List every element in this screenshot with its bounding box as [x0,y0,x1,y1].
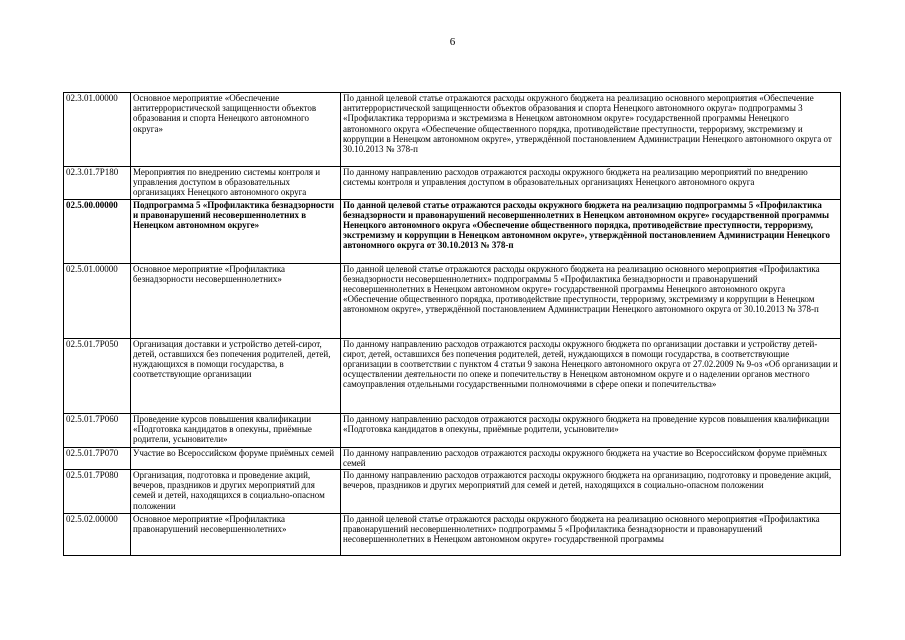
target-code-cell: 02.5.01.7Р080 [64,470,131,514]
target-description-cell: По данному направлению расходов отражаются расходы окружного бюджета на организацию, подготовку и проведение акций, вечеров, праздников и других мероприятий для семей и детей, находящихся в социально-опасном положении [341,470,841,514]
budget-classification-table [63,92,841,556]
target-description-cell: По данному направлению расходов отражаются расходы окружного бюджета на реализацию мероприятий по внедрению системы контроля и управления доступом в образовательных организациях Ненецкого автономного округа [341,167,841,200]
target-description-cell: По данной целевой статье отражаются расходы окружного бюджета на реализацию подпрограммы 5 «Профилактика безнадзорности и правонарушений несовершеннолетних в Ненецком автономном округе» государственной программы Ненецкого автономного округа «Обеспечение общественного порядка, противодействие преступности, терроризму, экстремизму и коррупции в Ненецком автономном округе», утверждённой постановлением Администрации Ненецкого автономного округа от 30.10.2013 № 378-п [341,199,841,263]
target-name-cell: Подпрограмма 5 «Профилактика безнадзорности и правонарушений несовершеннолетних в Ненецком автономном округе» [131,199,341,263]
target-description-cell: По данной целевой статье отражаются расходы окружного бюджета на реализацию основного мероприятия «Профилактика безнадзорности несовершеннолетних» подпрограммы 5 «Профилактика безнадзорности и правонарушений несовершеннолетних в Ненецком автономном округе» государственной программы Ненецкого автономного округа «Обеспечение общественного порядка, противодействие преступности, терроризму, экстремизму и коррупции в Ненецком автономном округе», утверждённой постановлением Администрации Ненецкого автономного округа от 30.10.2013 № 378-п [341,263,841,338]
target-description-cell: По данной целевой статье отражаются расходы окружного бюджета на реализацию основного мероприятия «Профилактика правонарушений несовершеннолетних» подпрограммы 5 «Профилактика безнадзорности и правонарушений несовершеннолетних в Ненецком автономном округе» государственной программы [341,514,841,556]
target-description-cell: По данному направлению расходов отражаются расходы окружного бюджета по организации доставки и устройству детей-сирот, детей, оставшихся без попечения родителей, детей, нуждающихся в помощи государства, в соответствующие организации в соответствии с пунктом 4 статьи 9 закона Ненецкого автономного округа от 27.02.2009 № 9-оз «Об организации и осуществлении деятельности по опеке и попечительству в Ненецком автономном округе и о наделении органов местного самоуправления отдельными государственными полномочиями в сфере опеки и попечительства» [341,338,841,413]
target-name-cell: Основное мероприятие «Профилактика безнадзорности несовершеннолетних» [131,263,341,338]
table-row [64,413,841,447]
table-row [64,167,841,200]
target-code-cell: 02.5.01.7Р070 [64,447,131,469]
table-row [64,514,841,556]
table-row [64,263,841,338]
target-name-cell: Мероприятия по внедрению системы контроля и управления доступом в образовательных организациях Ненецкого автономного округа [131,167,341,200]
target-code-cell: 02.5.01.7Р050 [64,338,131,413]
target-code-cell: 02.5.02.00000 [64,514,131,556]
target-name-cell: Основное мероприятие «Обеспечение антитеррористической защищенности объектов образования и спорта Ненецкого автономного округа» [131,93,341,167]
target-code-cell: 02.5.01.7Р060 [64,413,131,447]
target-code-cell: 02.3.01.7Р180 [64,167,131,200]
target-code-cell: 02.3.01.00000 [64,93,131,167]
target-name-cell: Участие во Всероссийском форуме приёмных семей [131,447,341,469]
target-description-cell: По данной целевой статье отражаются расходы окружного бюджета на реализацию основного мероприятия «Обеспечение антитеррористической защищенности объектов образования и спорта Ненецкого автономного округа» подпрограммы 3 «Профилактика терроризма и экстремизма в Ненецком автономном округе» государственной программы Ненецкого автономного округа «Обеспечение общественного порядка, противодействие преступности, терроризму, экстремизму и коррупции в Ненецком автономном округе», утверждённой постановлением Администрации Ненецкого автономного округа от 30.10.2013 № 378-п [341,93,841,167]
target-name-cell: Организация доставки и устройство детей-сирот, детей, оставшихся без попечения родителей, детей, нуждающихся в помощи государства, в соответствующие организации [131,338,341,413]
target-name-cell: Проведение курсов повышения квалификации «Подготовка кандидатов в опекуны, приёмные родители, усыновители» [131,413,341,447]
target-code-cell: 02.5.00.00000 [64,199,131,263]
page-number: 6 [449,36,456,48]
target-description-cell: По данному направлению расходов отражаются расходы окружного бюджета на проведение курсов повышения квалификации «Подготовка кандидатов в опекуны, приёмные родители, усыновители» [341,413,841,447]
table-row [64,470,841,514]
table-row [64,338,841,413]
table-row [64,93,841,167]
table-row [64,199,841,263]
target-code-cell: 02.5.01.00000 [64,263,131,338]
target-name-cell: Основное мероприятие «Профилактика правонарушений несовершеннолетних» [131,514,341,556]
target-name-cell: Организация, подготовка и проведение акций, вечеров, праздников и других мероприятий для семей и детей, находящихся в социально-опасном положении [131,470,341,514]
table-row [64,447,841,469]
target-description-cell: По данному направлению расходов отражаются расходы окружного бюджета на участие во Всероссийском форуме приёмных семей [341,447,841,469]
